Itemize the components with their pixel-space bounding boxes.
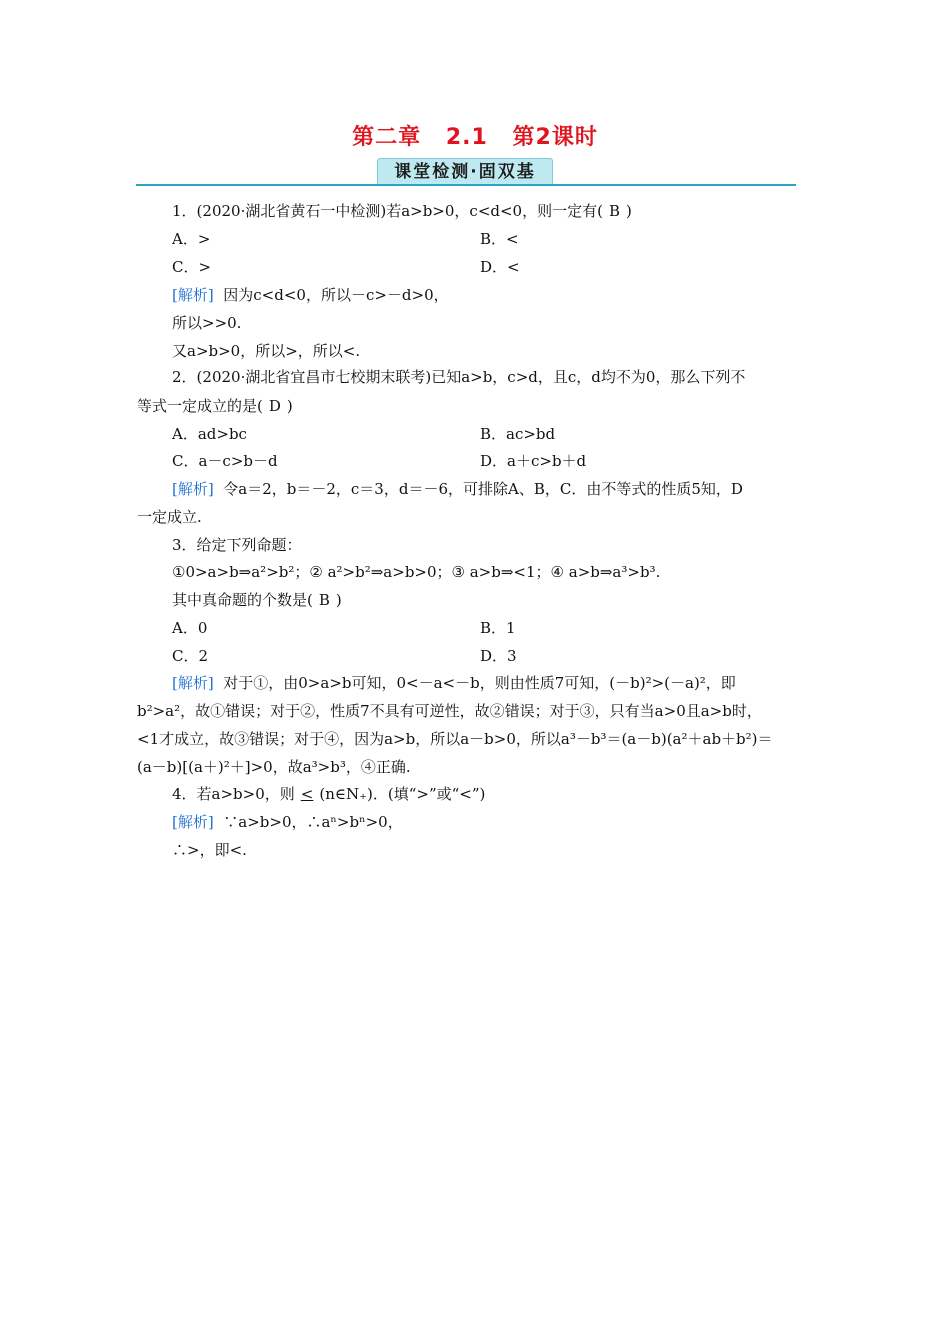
option-c: C．a－c>b－d	[172, 452, 278, 470]
answer-label: B	[318, 591, 330, 609]
option-b: B．ac>bd	[480, 425, 556, 443]
option-a: A．ad>bc	[172, 425, 247, 443]
analysis-line: b²>a²，故①错误；对于②，性质7不具有可逆性，故②错误；对于③，只有当a>0且a>b时，	[137, 702, 762, 720]
chapter-label: 第二章	[352, 125, 422, 150]
question-2-stem-cont: 等式一定成立的是( D )	[137, 397, 293, 415]
analysis-line: 又a>b>0，所以>，所以<.	[172, 342, 361, 360]
option-b: B．1	[480, 619, 516, 637]
analysis-tag: [解析]	[172, 813, 214, 831]
option-c: C．>	[172, 258, 212, 276]
option-a: A．0	[172, 619, 208, 637]
question-2-stem: 2．(2020·湖北省宜昌市七校期末联考)已知a>b，c>d，且c，d均不为0，那么下列不	[172, 368, 746, 386]
analysis-line: ∴>，即<.	[172, 841, 247, 859]
option-d: D．3	[480, 647, 517, 665]
answer-blank: <	[300, 785, 314, 803]
analysis-line: <1才成立，故③错误；对于④，因为a>b，所以a－b>0，所以a³－b³＝(a－b)(a²＋ab＋b²)＝	[137, 730, 773, 748]
option-c: C．2	[172, 647, 209, 665]
header-divider	[136, 184, 796, 186]
analysis-line: (a－b)[(a＋)²＋]>0，故a³>b³，④正确.	[137, 758, 411, 776]
section-badge: 课堂检测·固双基	[377, 158, 553, 186]
option-b: B．<	[480, 230, 519, 248]
analysis-line: [解析] ∵a>b>0，∴aⁿ>bⁿ>0，	[172, 813, 403, 831]
analysis-line: 一定成立.	[137, 508, 202, 526]
analysis-line: [解析] 因为c<d<0，所以－c>－d>0，	[172, 286, 449, 304]
question-4-stem: 4．若a>b>0，则 < (n∈N₊)．(填“>”或“<”)	[172, 785, 486, 803]
analysis-line: [解析] 对于①，由0>a>b可知，0<－a<－b，则由性质7可知，(－b)²>(－a)²，即	[172, 674, 736, 692]
analysis-tag: [解析]	[172, 480, 214, 498]
answer-label: D	[268, 397, 281, 415]
answer-label: B	[608, 202, 620, 220]
question-3-stem-cont: 其中真命题的个数是( B )	[172, 591, 342, 609]
option-d: D．a＋c>b＋d	[480, 452, 587, 470]
question-3-stem: 3．给定下列命题：	[172, 536, 302, 554]
analysis-tag: [解析]	[172, 674, 214, 692]
page-title	[0, 120, 950, 151]
lesson-label: 第2课时	[512, 125, 598, 150]
option-d: D．<	[480, 258, 520, 276]
analysis-line: 所以>>0.	[172, 314, 242, 332]
option-a: A．>	[172, 230, 211, 248]
analysis-tag: [解析]	[172, 286, 214, 304]
question-3-items: ①0>a>b⇒a²>b²；② a²>b²⇒a>b>0；③ a>b⇒<1；④ a>b⇒a³>b³.	[172, 563, 661, 581]
analysis-line: [解析] 令a＝2，b＝－2，c＝3，d＝－6，可排除A、B，C．由不等式的性质5知，D	[172, 480, 743, 498]
question-1-stem: 1．(2020·湖北省黄石一中检测)若a>b>0，c<d<0，则一定有( B )	[172, 202, 632, 220]
section-label: 2.1	[445, 125, 488, 150]
